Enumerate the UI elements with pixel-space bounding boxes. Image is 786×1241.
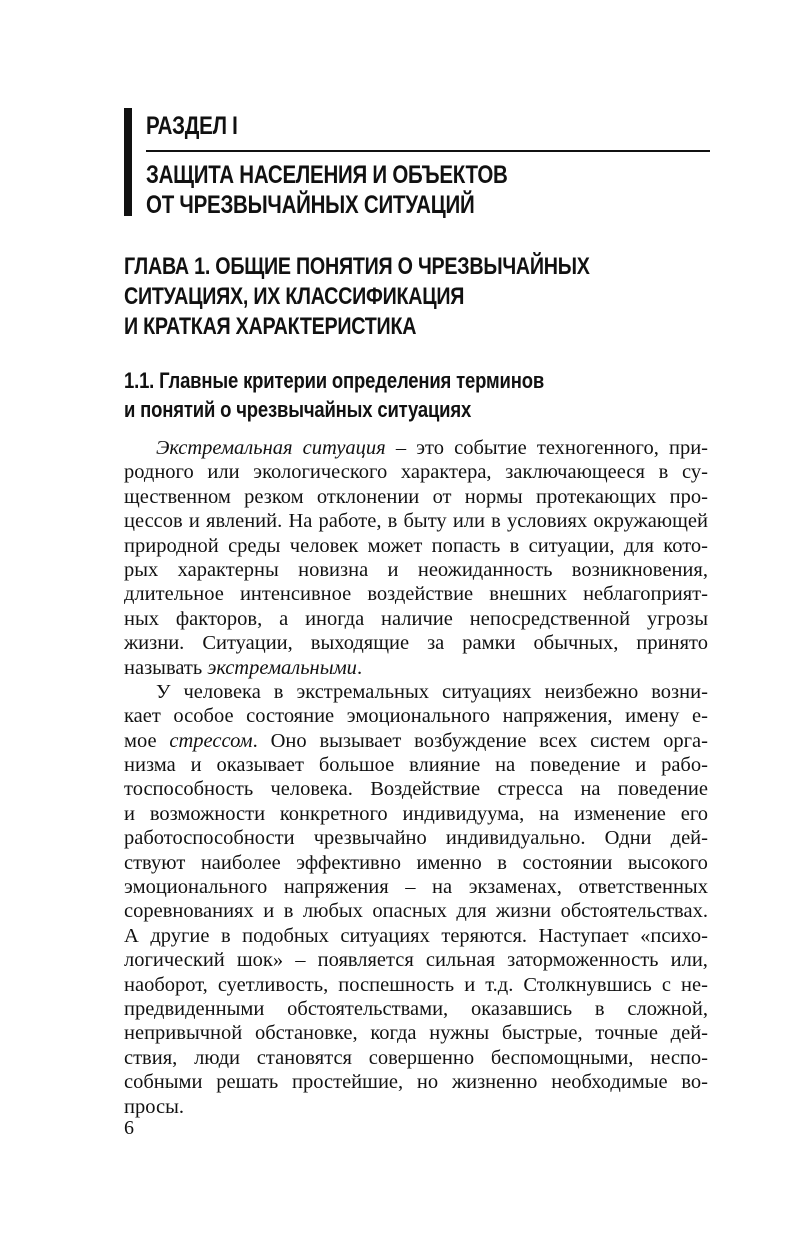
word: экстремальных [296, 680, 430, 703]
word: это [416, 437, 444, 459]
word: логический [124, 949, 225, 972]
word: индивидуально. [445, 827, 586, 850]
word: резком [244, 485, 304, 508]
line-text: называть [124, 656, 208, 679]
word: напряжения, [502, 705, 613, 728]
word: в [220, 924, 231, 947]
word: стресса [497, 778, 564, 801]
word: возбуждение [414, 729, 527, 752]
word: подобных [242, 924, 329, 947]
paragraph-line [124, 924, 708, 948]
word-group [669, 436, 708, 460]
word: – [395, 437, 407, 459]
word: и [190, 754, 202, 777]
paragraph-line [124, 631, 708, 655]
word: А [124, 924, 139, 947]
word: неизбежно [544, 680, 639, 703]
word: человека [183, 680, 261, 703]
word-group [414, 729, 526, 753]
word: обычных, [533, 632, 619, 655]
section-title [146, 160, 508, 220]
paragraph-line [124, 607, 708, 631]
word: большое [318, 754, 395, 777]
word: протекающих [536, 485, 657, 508]
word: вызывает [319, 729, 402, 752]
word: обстановке, [254, 1022, 358, 1045]
word: обстоятельствами, [287, 997, 449, 1020]
word: беспомощными, [490, 1046, 634, 1069]
section-label: РАЗДЕЛ I [146, 112, 238, 140]
word: жизни [495, 900, 552, 923]
word: с [661, 973, 671, 996]
word: и [635, 754, 647, 777]
word: работоспособности [124, 827, 295, 850]
body-text [124, 436, 708, 1119]
word: Наступает [538, 924, 629, 947]
word: неспо- [650, 1046, 708, 1069]
word: На [288, 510, 313, 533]
word-group [169, 729, 257, 753]
line-text: . [356, 656, 363, 679]
word: рамки [462, 632, 516, 655]
word: эмоционального [124, 876, 268, 899]
word: характерны [177, 558, 279, 581]
word: появляется [317, 949, 414, 972]
paragraph-line [124, 509, 708, 533]
paragraph-line [124, 899, 708, 923]
page-number: 6 [124, 1117, 134, 1139]
word: эффективно [296, 851, 401, 874]
word: Одни [604, 827, 652, 850]
word-group [124, 729, 157, 753]
paragraph-line [124, 875, 708, 899]
word: опасных [372, 900, 447, 923]
word: внешних [489, 583, 567, 606]
word: на [539, 802, 560, 825]
word: влияние [409, 754, 481, 777]
word: иногда [305, 607, 365, 630]
word: экологического [253, 461, 388, 484]
word: сильная [425, 949, 496, 972]
word: в [658, 461, 669, 484]
paragraph-line [124, 729, 708, 753]
word: возникновения, [571, 558, 708, 581]
word: кает [124, 705, 161, 728]
word-group [537, 436, 659, 460]
word: конкретного [279, 802, 388, 825]
word-group [416, 436, 444, 460]
word: на [432, 876, 453, 899]
word: су- [682, 461, 708, 484]
section-title-line: ЗАЩИТА НАСЕЛЕНИЯ И ОБЪЕКТОВ [146, 161, 508, 189]
word: совершенно [368, 1046, 475, 1069]
paragraph-line [124, 753, 708, 777]
word: выходящие [310, 632, 410, 655]
word: – [405, 876, 416, 899]
word: необходимые [551, 1071, 668, 1094]
paragraph-line [124, 1070, 708, 1094]
word: новизна [298, 558, 369, 581]
paragraph-line [124, 851, 708, 875]
paragraph-line [124, 997, 708, 1021]
word: экзаменах, [468, 876, 562, 899]
word: состоянии [522, 851, 613, 874]
word: т.д. [485, 973, 514, 996]
word: про- [669, 485, 708, 508]
word: жизни. [124, 632, 185, 655]
word: быстрые, [501, 1022, 583, 1045]
word: ствуют [124, 851, 186, 874]
word: решать [216, 1071, 279, 1094]
word: рых [124, 558, 159, 581]
word: отклонении [316, 485, 420, 508]
word: орга- [663, 729, 708, 752]
word: на [580, 778, 601, 801]
section-title-line: ОТ ЧРЕЗВЫЧАЙНЫХ СИТУАЦИЙ [146, 191, 475, 219]
word: . [252, 729, 258, 752]
word: условиях [507, 510, 588, 533]
word: щественном [124, 485, 231, 508]
paragraph-line [124, 436, 708, 460]
word: теряются. [441, 924, 528, 947]
paragraph-line [124, 582, 708, 606]
paragraph-line [124, 802, 708, 826]
word: У [156, 680, 171, 703]
subsection-title-line: 1.1. Главные критерии определения терминов [124, 368, 545, 393]
word: наиболее [200, 851, 281, 874]
word: среды [228, 534, 281, 557]
word: в [491, 510, 501, 533]
word: попасть [431, 534, 501, 557]
word: ных [124, 607, 159, 630]
word: интенсивное [239, 583, 352, 606]
word: стрессом [169, 729, 253, 752]
word: неожиданность [417, 558, 553, 581]
word: или [207, 461, 240, 484]
word: цессов [124, 510, 183, 533]
word: особое [173, 705, 234, 728]
word: люди [194, 1046, 240, 1069]
word: человека. [270, 778, 353, 801]
word: рабо- [661, 754, 708, 777]
word: не- [681, 973, 708, 996]
word: тоспособность [124, 778, 254, 801]
word: явлений. [206, 510, 283, 533]
word: чрезвычайно [313, 827, 427, 850]
word: и [464, 973, 476, 996]
word: или [452, 510, 485, 533]
word-group [303, 436, 386, 460]
word: сложной, [627, 997, 708, 1020]
word: и [124, 802, 135, 825]
word: жизненно [451, 1071, 538, 1094]
word: дей- [670, 1022, 708, 1045]
section-rule [146, 150, 710, 152]
word: собными [124, 1071, 203, 1094]
word: поведение [530, 754, 621, 777]
word: может [367, 534, 423, 557]
word: – [295, 949, 306, 972]
paragraph-line [124, 534, 708, 558]
chapter-title [124, 252, 590, 342]
word: ситуации, [528, 534, 615, 557]
word: событие [454, 437, 527, 459]
word: но [416, 1071, 439, 1094]
word-group [319, 729, 401, 753]
word: Ситуации, [202, 632, 293, 655]
word: воздействие [367, 583, 474, 606]
word: поведение [617, 778, 708, 801]
word: принято [636, 632, 708, 655]
chapter-title-line: СИТУАЦИЯХ, ИХ КЛАССИФИКАЦИЯ [124, 283, 465, 310]
word: заключающееся [505, 461, 645, 484]
word: имену [625, 705, 680, 728]
word: работе, [318, 510, 382, 533]
word: при- [668, 437, 708, 459]
word: для [456, 900, 487, 923]
word: соревнованиях [124, 900, 254, 923]
word: Воздействие [370, 778, 481, 801]
word: дей- [670, 827, 708, 850]
word: шок» [236, 949, 284, 972]
word-group [590, 729, 650, 753]
word: наоборот, [124, 973, 208, 996]
word: «психо- [640, 924, 708, 947]
paragraph-line [124, 704, 708, 728]
paragraph-line [124, 558, 708, 582]
word: мое [124, 729, 157, 752]
word: характера, [400, 461, 492, 484]
word: кото- [663, 534, 708, 557]
word: другие [150, 924, 210, 947]
word: в [283, 900, 294, 923]
paragraph-line [124, 973, 708, 997]
term-extreme: экстремальными [207, 656, 357, 679]
word: высокого [627, 851, 708, 874]
word: изменение [573, 802, 666, 825]
word: эмоционального [346, 705, 490, 728]
word: возни- [651, 680, 708, 703]
word: ствия, [124, 1046, 178, 1069]
word: любых [302, 900, 363, 923]
word: точные [595, 1022, 658, 1045]
word: поспешность [338, 973, 455, 996]
word: для [623, 534, 654, 557]
word: нормы [464, 485, 523, 508]
word: ситуация [302, 437, 386, 459]
word: в [273, 680, 284, 703]
word: Столкнувшись [523, 973, 652, 996]
word: родного [124, 461, 194, 484]
word: длительное [124, 583, 224, 606]
word: и [188, 510, 200, 533]
word: всех [539, 729, 578, 752]
chapter-title-line: И КРАТКАЯ ХАРАКТЕРИСТИКА [124, 313, 417, 340]
word: систем [590, 729, 651, 752]
word: человек [289, 534, 359, 557]
word: оказавшись [470, 997, 573, 1020]
subsection-title-line: и понятий о чрезвычайных ситуациях [124, 397, 472, 422]
word: в [497, 851, 507, 874]
word: становятся [256, 1046, 352, 1069]
word: заторможенность [507, 949, 659, 972]
word: неблагоприят- [583, 583, 708, 606]
word: оказывает [216, 754, 304, 777]
paragraph-line: просы. [124, 1095, 184, 1118]
word: на [495, 754, 516, 777]
word: состояние [246, 705, 335, 728]
word-group [156, 436, 293, 460]
word: в [387, 510, 398, 533]
word: и [263, 900, 275, 923]
word: ситуациях [442, 680, 532, 703]
paragraph-line [124, 1021, 708, 1045]
paragraph-line [124, 656, 708, 680]
word: когда [370, 1022, 417, 1045]
word: а [279, 607, 289, 630]
word: непосредственной [469, 607, 631, 630]
word: предвиденными [124, 997, 265, 1020]
word: низма [124, 754, 176, 777]
word: наличие [381, 607, 453, 630]
word: или, [670, 949, 708, 972]
word: именно [416, 851, 482, 874]
word-group [539, 729, 577, 753]
paragraph-line [124, 948, 708, 972]
word: в [594, 997, 605, 1020]
word: окружающей [593, 510, 708, 533]
word: от [432, 485, 452, 508]
word: ответственных [578, 876, 708, 899]
word-group [396, 436, 406, 460]
word: нужны [429, 1022, 490, 1045]
word: за [427, 632, 445, 655]
word: факторов, [175, 607, 263, 630]
word-group [454, 436, 527, 460]
word: индивидуума, [402, 802, 525, 825]
paragraph-line [124, 485, 708, 509]
section-vertical-bar [124, 108, 132, 216]
paragraph-line [124, 680, 708, 704]
word: угрозы [646, 607, 708, 630]
word: непривычной [124, 1022, 243, 1045]
word: обстоятельствах. [560, 900, 708, 923]
word: во- [681, 1071, 708, 1094]
word: е- [692, 705, 708, 728]
word: природной [124, 534, 219, 557]
section-header [124, 108, 710, 218]
word-group [663, 729, 708, 753]
word: и [387, 558, 399, 581]
paragraph-line [124, 826, 708, 850]
word-group [271, 729, 307, 753]
word: в [509, 534, 520, 557]
word: техногенного, [536, 437, 659, 459]
subsection-title [124, 366, 544, 424]
word: напряжения [283, 876, 389, 899]
word: возможности [149, 802, 266, 825]
word: ситуациях [340, 924, 430, 947]
paragraph-line [124, 460, 708, 484]
word: Экстремальная [156, 437, 293, 459]
word: простейшие, [292, 1071, 404, 1094]
word: суетливость, [217, 973, 329, 996]
paragraph-line [124, 777, 708, 801]
word: Оно [270, 729, 307, 752]
paragraph-line [124, 1046, 708, 1070]
word: его [680, 802, 708, 825]
word: быту [403, 510, 447, 533]
chapter-title-line: ГЛАВА 1. ОБЩИЕ ПОНЯТИЯ О ЧРЕЗВЫЧАЙНЫХ [124, 253, 590, 280]
